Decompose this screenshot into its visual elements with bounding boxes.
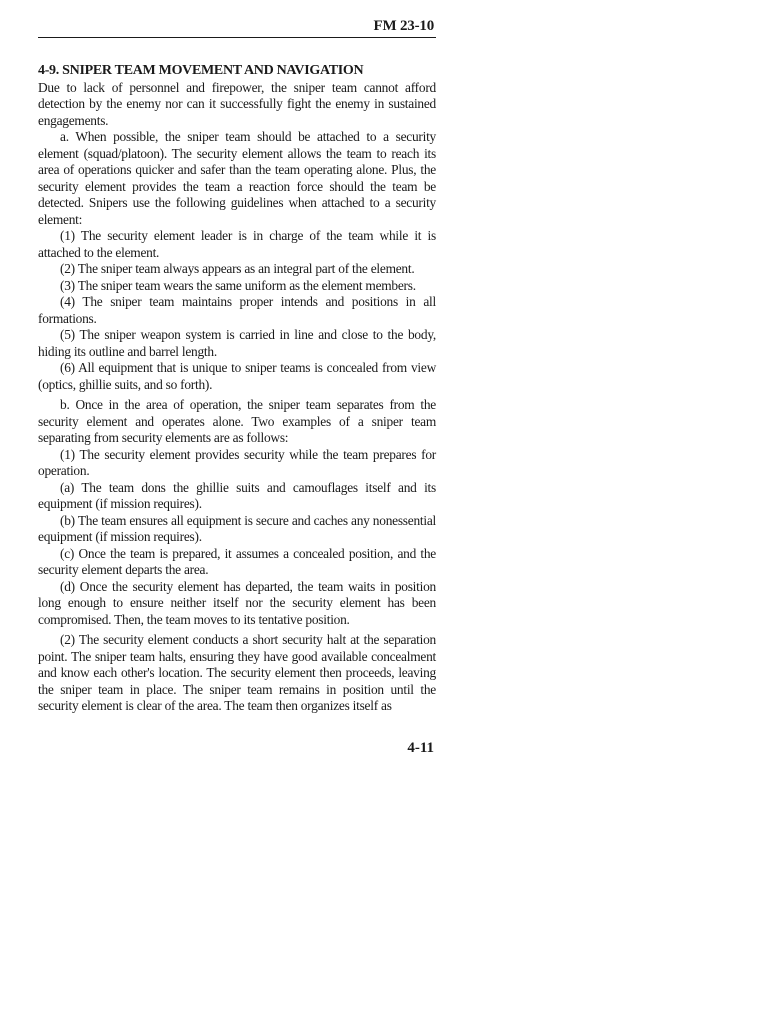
intro-paragraph: Due to lack of personnel and firepower, the sniper team cannot afford detection by the enemy nor can it successfully fight the enemy in sustained engagements. (38, 79, 436, 128)
a-item-4: (4) The sniper team maintains proper intends and positions in all formations. (38, 294, 436, 326)
a-item-5: (5) The sniper weapon system is carried in line and close to the body, hiding its outline and barrel length. (38, 327, 436, 359)
b-item-1: (1) The security element provides security while the team prepares for operation. (38, 446, 436, 478)
header-rule (38, 37, 436, 38)
b-sub-item-c: (c) Once the team is prepared, it assumes a concealed position, and the security element departs the area. (38, 545, 436, 577)
b-sub-item-d: (d) Once the security element has departed, the team waits in position long enough to ensure neither itself nor the security element has been compromised. Then, the team moves to its tentative position. (38, 578, 436, 627)
a-item-3: (3) The sniper team wears the same uniform as the element members. (60, 277, 416, 293)
section-title: 4-9. SNIPER TEAM MOVEMENT AND NAVIGATION (38, 63, 364, 78)
page-number: 4-11 (407, 740, 434, 756)
b-sub-item-a: (a) The team dons the ghillie suits and camouflages itself and its equipment (if mission requires). (38, 479, 436, 511)
manual-id: FM 23-10 (373, 18, 434, 34)
b-item-2: (2) The security element conducts a short security halt at the separation point. The sniper team halts, ensuring they have good available concealment and know each other's location. The security element then proceeds, leaving the sniper team in place. The sniper team remains in position until the security element is clear of the area. The team then organizes itself as (38, 632, 436, 713)
b-sub-item-b: (b) The team ensures all equipment is secure and caches any nonessential equipment (if mission requires). (38, 512, 436, 544)
a-item-2: (2) The sniper team always appears as an integral part of the element. (60, 261, 415, 276)
paragraph-b: b. Once in the area of operation, the sniper team separates from the security element and operates alone. Two examples of a sniper team separating from security elements are as follows: (38, 397, 436, 445)
page-body (38, 63, 436, 715)
a-item-6: (6) All equipment that is unique to sniper teams is concealed from view (optics, ghillie suits, and so forth). (38, 360, 436, 392)
a-item-1: (1) The security element leader is in charge of the team while it is attached to the element. (38, 228, 436, 260)
paragraph-a: a. When possible, the sniper team should be attached to a security element (squad/platoon). The security element allows the team to reach its area of operations quicker and safer than the team operating alone. Plus, the security element provides the team a reaction force should the team be detected. Snipers use the following guidelines when attached to a security element: (38, 129, 436, 227)
